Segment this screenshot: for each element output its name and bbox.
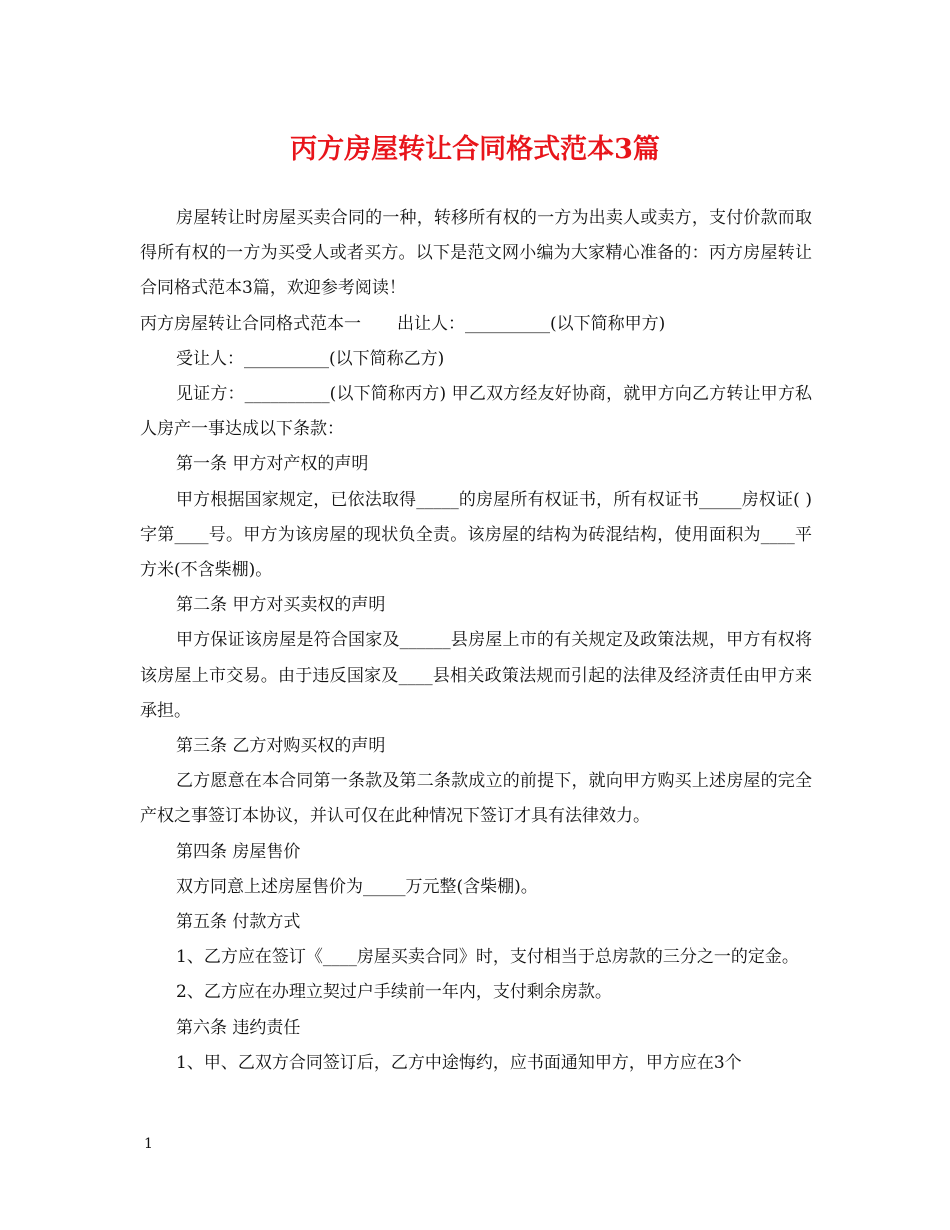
article-4-title: 第四条 房屋售价 bbox=[176, 841, 301, 862]
article-3-title: 第三条 乙方对购买权的声明 bbox=[176, 736, 386, 757]
page-number: 1 bbox=[144, 1136, 153, 1152]
document-title: 丙方房屋转让合同格式范本3篇 bbox=[290, 134, 660, 165]
article-1-title: 第一条 甲方对产权的声明 bbox=[176, 454, 369, 475]
article-4-text: 双方同意上述房屋售价为_____万元整(含柴棚)。 bbox=[176, 876, 538, 897]
witness-paragraph: 见证方：__________(以下简称丙方) 甲乙双方经友好协商，就甲方向乙方转让甲方私人房产一事达成以下条款： bbox=[140, 384, 812, 440]
seller-line: 出让人：__________(以下简称甲方) bbox=[397, 313, 666, 334]
article-2-text: 甲方保证该房屋是符合国家及______县房屋上市的有关规定及政策法规，甲方有权将该房屋上市交易。由于违反国家及____县相关政策法规而引起的法律及经济责任由甲方来承担。 bbox=[140, 630, 812, 721]
article-5-item-2: 2、乙方应在办理立契过户手续前一年内，支付剩余房款。 bbox=[176, 982, 612, 1003]
article-6-title: 第六条 违约责任 bbox=[176, 1017, 301, 1038]
article-3-text: 乙方愿意在本合同第一条款及第二条款成立的前提下，就向甲方购买上述房屋的完全产权之事签订本协议，并认可仅在此种情况下签订才具有法律效力。 bbox=[140, 771, 812, 827]
document-body bbox=[140, 201, 812, 1081]
sample-heading: 丙方房屋转让合同格式范本一 bbox=[140, 313, 361, 334]
article-6-item-1: 1、甲、乙双方合同签订后，乙方中途悔约，应书面通知甲方，甲方应在3个 bbox=[176, 1052, 742, 1073]
article-2-title: 第二条 甲方对买卖权的声明 bbox=[176, 595, 386, 616]
contract-heading-line bbox=[140, 307, 812, 342]
article-1-text: 甲方根据国家规定，已依法取得_____的房屋所有权证书，所有权证书_____房权证( )字第____号。甲方为该房屋的现状负全责。该房屋的结构为砖混结构，使用面积为____平方米(不含柴棚)。 bbox=[140, 489, 812, 581]
buyer-line: 受让人：__________(以下简称乙方) bbox=[176, 348, 445, 369]
article-5-title: 第五条 付款方式 bbox=[176, 912, 301, 933]
article-5-item-1: 1、乙方应在签订《____房屋买卖合同》时，支付相当于总房款的三分之一的定金。 bbox=[176, 947, 799, 968]
intro-paragraph: 房屋转让时房屋买卖合同的一种，转移所有权的一方为出卖人或卖方，支付价款而取得所有权的一方为买受人或者买方。以下是范文网小编为大家精心准备的：丙方房屋转让合同格式范本3篇，欢迎参考阅读！ bbox=[140, 208, 812, 299]
